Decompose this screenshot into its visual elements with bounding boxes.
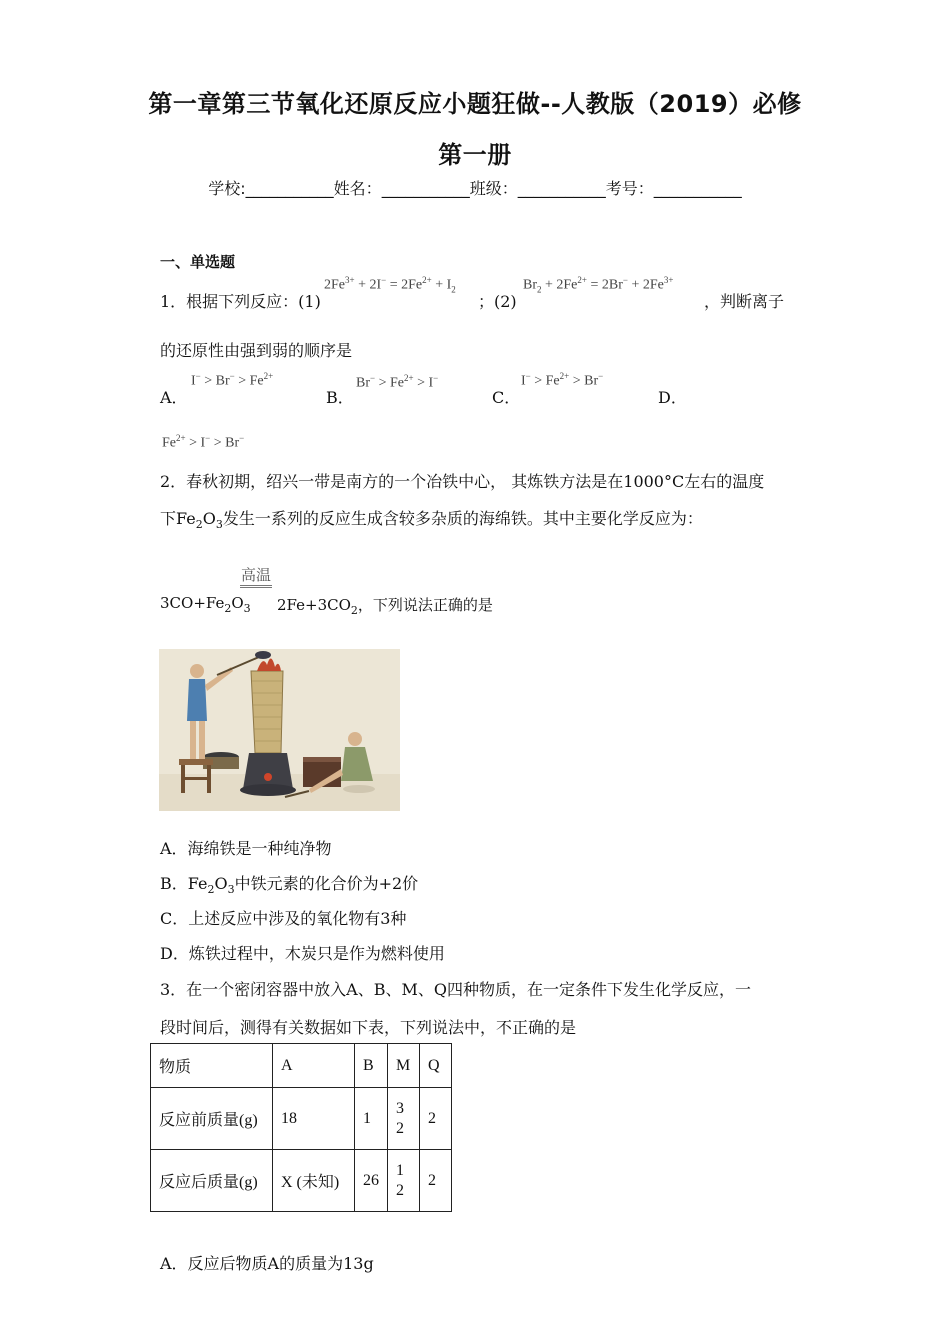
q3-stem-line2: 段时间后，测得有关数据如下表，下列说法中，不正确的是 <box>160 1018 577 1037</box>
q2-stem-line2: 下$Fe_2O_3$发生一系列的反应生成含较多杂质的海绵铁。其中主要化学反应为： <box>160 509 703 532</box>
name-blank[interactable]: ___________ <box>381 179 470 198</box>
table-header-cell: 物质 <box>151 1044 273 1088</box>
section-heading: 一、单选题 <box>160 253 236 271</box>
table-cell: 反应前质量(g) <box>151 1088 273 1150</box>
table-cell: 1 2 <box>388 1150 420 1212</box>
table-cell: 26 <box>355 1150 388 1212</box>
school-blank[interactable]: ___________ <box>245 179 334 198</box>
class-label: 班级： <box>469 179 518 198</box>
q1-stem-line2: 的还原性由强到弱的顺序是 <box>160 341 353 360</box>
reaction-condition-high-temp: 高温 <box>240 566 272 588</box>
student-info-line <box>0 176 950 199</box>
school-label: 学校: <box>208 179 246 198</box>
table-cell: 2 <box>420 1150 452 1212</box>
q3-option-a[interactable]: A．反应后物质A的质量为13g <box>160 1254 374 1273</box>
page-title-line1: 第一章第三节氧化还原反应小题狂做--人教版（2019）必修 <box>148 90 802 118</box>
table-header-cell: Q <box>420 1044 452 1088</box>
table-header-cell: M <box>388 1044 420 1088</box>
q1-option-d-label[interactable]: D． <box>658 388 687 407</box>
q2-stem-line1: 2．春秋初期，绍兴一带是南方的一个冶铁中心， 其炼铁方法是在1000°C左右的温度 <box>160 472 765 491</box>
q2-equation-right: $2Fe+3CO_2$，下列说法正确的是 <box>277 596 493 617</box>
table-cell: 3 2 <box>388 1088 420 1150</box>
q2-option-b[interactable]: B．$Fe_2O_3$中铁元素的化合价为+2价 <box>160 874 419 897</box>
q2-option-d[interactable]: D．炼铁过程中，木炭只是作为燃料使用 <box>160 944 445 963</box>
table-cell: 1 <box>355 1088 388 1150</box>
mass-data-table <box>150 1043 452 1212</box>
iron-smelting-illustration <box>159 649 400 811</box>
class-blank[interactable]: ___________ <box>517 179 606 198</box>
q2-option-c[interactable]: C．上述反应中涉及的氧化物有3种 <box>160 909 407 928</box>
table-row <box>151 1150 452 1212</box>
q1-separator: ；(2) <box>478 292 517 311</box>
q1-stem-suffix: ，判断离子 <box>704 292 785 311</box>
table-row <box>151 1088 452 1150</box>
q1-option-b-formula: $Br^- > Fe^{2+} > I^-$ <box>356 373 439 391</box>
q1-option-d-formula: $Fe^{2+} > I^- > Br^-$ <box>162 433 245 451</box>
table-cell: 2 <box>420 1088 452 1150</box>
q1-equation-1: $2Fe^{3+} + 2I^- = 2Fe^{2+} + I_2$ <box>324 275 456 295</box>
q1-option-c-label[interactable]: C． <box>492 388 521 407</box>
table-cell: 反应后质量(g) <box>151 1150 273 1212</box>
table-header-cell: B <box>355 1044 388 1088</box>
table-cell: 18 <box>273 1088 355 1150</box>
q1-option-b-label[interactable]: B． <box>326 388 354 407</box>
table-header-row <box>151 1044 452 1088</box>
table-header-cell: A <box>273 1044 355 1088</box>
table-cell: X (未知) <box>273 1150 355 1212</box>
q1-stem-prefix: 1．根据下列反应：(1) <box>160 292 321 311</box>
page-title-line2: 第一册 <box>438 141 512 169</box>
number-label: 考号： <box>605 179 654 198</box>
q1-option-a-label[interactable]: A． <box>160 388 188 407</box>
number-blank[interactable]: ___________ <box>653 179 742 198</box>
q1-option-c-formula: $I^- > Fe^{2+} > Br^-$ <box>521 371 604 389</box>
q1-equation-2: $Br_2 + 2Fe^{2+} = 2Br^- + 2Fe^{3+}$ <box>523 275 674 295</box>
q3-stem-line1: 3．在一个密闭容器中放入A、B、M、Q四种物质，在一定条件下发生化学反应，一 <box>160 980 751 999</box>
name-label: 姓名： <box>333 179 382 198</box>
q2-equation-left: $3CO+Fe_2O_3$ <box>160 594 251 615</box>
q2-option-a[interactable]: A．海绵铁是一种纯净物 <box>160 839 332 858</box>
q1-option-a-formula: $I^- > Br^- > Fe^{2+}$ <box>191 371 274 389</box>
